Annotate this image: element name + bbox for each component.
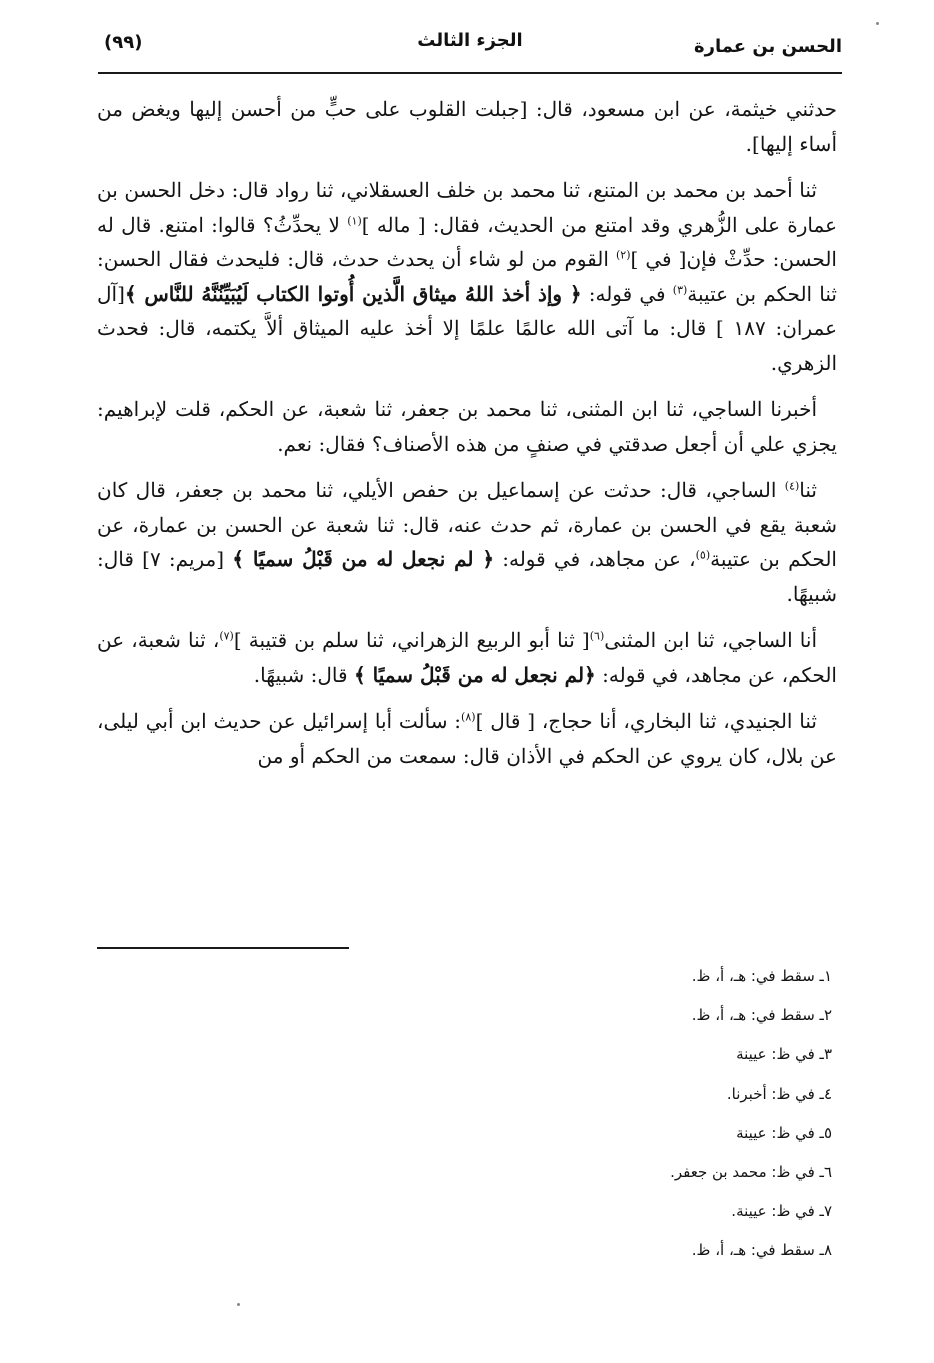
body-paragraph <box>97 92 837 161</box>
footnote-marker: (٣) <box>672 282 688 296</box>
text-run: أخبرنا الساجي، ثنا ابن المثنى، ثنا محمد بن جعفر، ثنا شعبة، عن الحكم، قلت لإبراهيم: يجزي علي أن أجعل صدقتي في صنفٍ من هذه الأصناف؟ فقال: نعم. <box>97 397 837 456</box>
page-header <box>98 30 842 72</box>
text-run: قال: شبيهًا. <box>253 662 354 687</box>
footnote-item: ٣ـ في ظ: عيينة <box>736 1045 832 1064</box>
quran-quote: ﴿ وإذ أخذ اللهُ ميثاق الَّذين أُوتوا الكتاب لَيُبَيِّنُنَّهُ للنَّاس ﴾ <box>124 281 582 306</box>
text-run: لا يحدِّثُ؟ قالوا: امتنع. قال له الحسن: حدِّثْ فإن[ في ] <box>97 212 837 271</box>
running-title: الحسن بن عمارة <box>693 36 842 57</box>
footnote-item: ١ـ سقط في: هـ، أ، ظ. <box>691 967 832 985</box>
footnote-marker: (١) <box>347 213 362 227</box>
body-paragraph <box>97 473 837 611</box>
text-run: [آل عمران: ١٨٧ ] قال: ما آتى الله عالمًا علمًا إلا أخذ عليه الميثاق ألاَّ يكتمه، قال: فحدث الزهري. <box>97 281 837 375</box>
text-run: ثنا <box>799 478 817 502</box>
body-paragraph <box>97 704 837 773</box>
footnote-item: ٨ـ سقط في: هـ، أ، ظ. <box>691 1241 832 1260</box>
quran-quote: ﴿لم نجعل له من قَبْلُ سميًا ﴾ <box>353 662 596 687</box>
volume-title: الجزء الثالث <box>417 30 523 51</box>
text-run: ثنا الجنيدي، ثنا البخاري، أنا حجاج، [ قال ] <box>475 709 817 733</box>
text-run: ، عن مجاهد، في قوله: <box>494 547 696 571</box>
text-run: ثنا أحمد بن محمد بن المتنع، ثنا محمد بن خلف العسقلاني، ثنا رواد قال: دخل الحسن بن عمارة على الزُّهري وقد امتنع من الحديث، فقال: [ ماله ] <box>97 178 838 237</box>
footnotes <box>422 962 842 1276</box>
body-paragraph <box>97 392 837 461</box>
footnote-marker: (٧) <box>219 629 234 643</box>
footnote-marker: (٥) <box>695 548 711 562</box>
text-run: : سألت أبا إسرائيل عن حديث ابن أبي ليلى، عن بلال، كان يروي عن الحكم في الأذان قال: سمعت من الحكم أو من <box>97 709 837 768</box>
text-run: الساجي، قال: حدثت عن إسماعيل بن حفص الأيلي، ثنا محمد بن جعفر، قال كان شعبة يقع في الحسن بن عمارة، ثم حدث عنه، قال: ثنا شعبة عن الحسن بن عمارة، عن الحكم بن عتيبة <box>97 478 837 571</box>
footnote-item: ٤ـ في ظ: أخبرنا. <box>726 1084 832 1103</box>
text-run: أنا الساجي، ثنا ابن المثنى <box>604 628 818 652</box>
footnote-marker: (٤) <box>784 479 800 493</box>
footnote-marker: (٦) <box>589 629 605 643</box>
footnote-item: ٧ـ في ظ: عيينة. <box>731 1202 832 1221</box>
footnote-separator <box>97 947 349 949</box>
scan-speck <box>237 1303 240 1306</box>
body-paragraph <box>97 173 837 380</box>
text-run: القوم من لو شاء أن يحدث حدث، قال: فليحدث فقال الحسن: ثنا الحكم بن عتيبة <box>97 247 837 306</box>
body-paragraph <box>97 623 837 692</box>
footnote-item: ٦ـ في ظ: محمد بن جعفر. <box>670 1162 832 1181</box>
text-run: [ ثنا أبو الربيع الزهراني، ثنا سلم بن قتيبة ] <box>233 628 590 652</box>
text-run: [مريم: ٧] قال: شبيهًا. <box>97 547 837 606</box>
scan-speck <box>876 22 879 25</box>
quran-quote: ﴿ لم نجعل له من قَبْلُ سميًا ﴾ <box>232 547 495 571</box>
footnote-marker: (٨) <box>461 710 476 724</box>
footnote-item: ٢ـ سقط في: هـ، أ، ظ. <box>691 1006 832 1025</box>
footnote-marker: (٢) <box>616 248 631 262</box>
page-number: (٩٩) <box>104 32 143 53</box>
text-run: حدثني خيثمة، عن ابن مسعود، قال: [جبلت القلوب على حبٍّ من أحسن إليها ويغض من أساء إليها]. <box>97 97 837 156</box>
body-text <box>97 92 837 785</box>
header-rule <box>98 72 842 74</box>
text-run: في قوله: <box>581 281 673 306</box>
footnote-item: ٥ـ في ظ: عيينة <box>736 1123 832 1142</box>
text-run: ، ثنا شعبة، عن الحكم، عن مجاهد، في قوله: <box>97 628 837 687</box>
